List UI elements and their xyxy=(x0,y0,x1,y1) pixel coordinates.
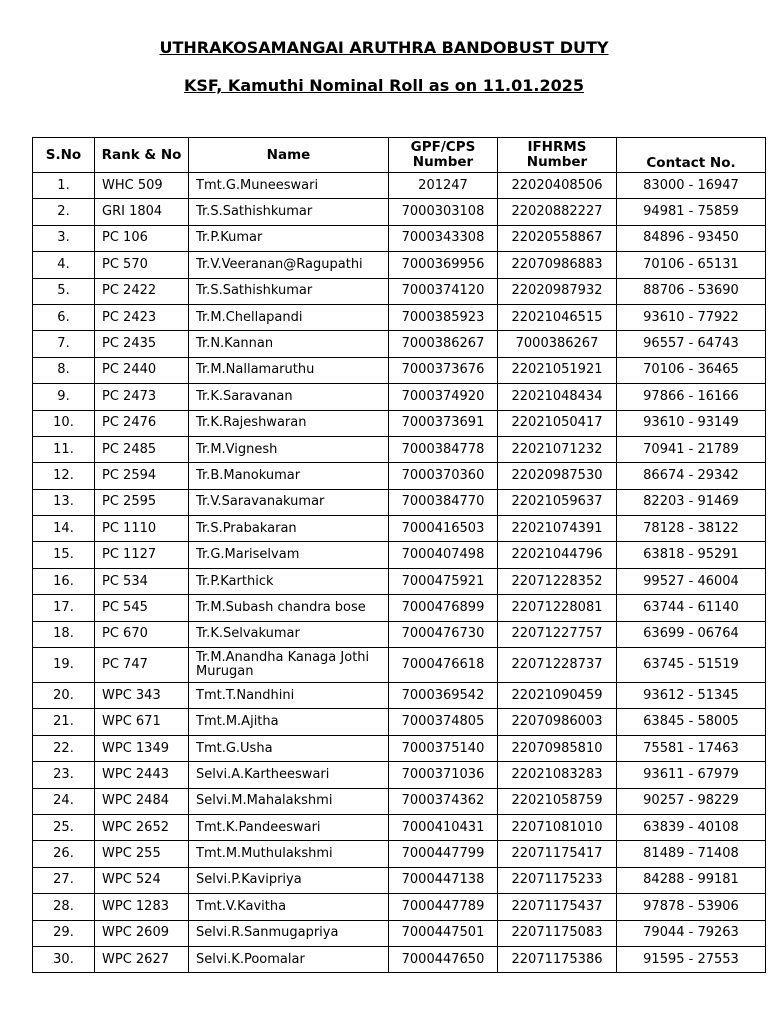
cell-contact: 99527 - 46004 xyxy=(617,568,766,594)
cell-gpf: 7000447501 xyxy=(389,920,498,946)
cell-rank: WHC 509 xyxy=(95,173,189,199)
cell-ifhrms: 22021059637 xyxy=(498,489,617,515)
cell-rank: WPC 2484 xyxy=(95,788,189,814)
cell-rank: PC 2594 xyxy=(95,463,189,489)
cell-gpf: 7000374362 xyxy=(389,788,498,814)
cell-sno: 11. xyxy=(33,436,95,462)
cell-ifhrms: 22071227757 xyxy=(498,621,617,647)
cell-name: Tmt.V.Kavitha xyxy=(189,894,389,920)
cell-sno: 1. xyxy=(33,173,95,199)
cell-sno: 9. xyxy=(33,384,95,410)
cell-name: Tr.S.Sathishkumar xyxy=(189,278,389,304)
cell-gpf: 7000373691 xyxy=(389,410,498,436)
cell-sno: 26. xyxy=(33,841,95,867)
cell-ifhrms: 22020987530 xyxy=(498,463,617,489)
table-row xyxy=(33,489,766,515)
cell-rank: PC 2440 xyxy=(95,357,189,383)
cell-name: Tr.P.Karthick xyxy=(189,568,389,594)
cell-name: Tmt.T.Nandhini xyxy=(189,683,389,709)
cell-rank: PC 2435 xyxy=(95,331,189,357)
cell-name: Tr.M.Nallamaruthu xyxy=(189,357,389,383)
cell-sno: 23. xyxy=(33,762,95,788)
cell-sno: 20. xyxy=(33,683,95,709)
document-subtitle: KSF, Kamuthi Nominal Roll as on 11.01.2025 xyxy=(184,76,584,95)
cell-gpf: 7000370360 xyxy=(389,463,498,489)
table-row xyxy=(33,894,766,920)
table-row xyxy=(33,709,766,735)
cell-gpf: 7000407498 xyxy=(389,542,498,568)
document-title: UTHRAKOSAMANGAI ARUTHRA BANDOBUST DUTY xyxy=(159,38,609,57)
cell-rank: PC 534 xyxy=(95,568,189,594)
cell-ifhrms: 22071175233 xyxy=(498,867,617,893)
cell-gpf: 7000447789 xyxy=(389,894,498,920)
cell-contact: 63839 - 40108 xyxy=(617,814,766,840)
cell-gpf: 7000369956 xyxy=(389,252,498,278)
cell-contact: 63845 - 58005 xyxy=(617,709,766,735)
cell-gpf: 7000384778 xyxy=(389,436,498,462)
cell-contact: 63699 - 06764 xyxy=(617,621,766,647)
cell-contact: 90257 - 98229 xyxy=(617,788,766,814)
cell-gpf: 7000447650 xyxy=(389,946,498,972)
cell-name: Selvi.K.Poomalar xyxy=(189,946,389,972)
cell-ifhrms: 22021050417 xyxy=(498,410,617,436)
cell-sno: 28. xyxy=(33,894,95,920)
cell-sno: 4. xyxy=(33,252,95,278)
cell-sno: 27. xyxy=(33,867,95,893)
cell-rank: PC 747 xyxy=(95,648,189,683)
cell-ifhrms: 22071228737 xyxy=(498,648,617,683)
cell-contact: 97878 - 53906 xyxy=(617,894,766,920)
nominal-roll-table xyxy=(32,137,766,973)
cell-gpf: 7000375140 xyxy=(389,735,498,761)
cell-gpf: 7000447799 xyxy=(389,841,498,867)
cell-ifhrms: 22021048434 xyxy=(498,384,617,410)
cell-rank: PC 545 xyxy=(95,595,189,621)
cell-rank: WPC 343 xyxy=(95,683,189,709)
header-name: Name xyxy=(189,138,389,173)
cell-ifhrms: 22020558867 xyxy=(498,225,617,251)
cell-sno: 16. xyxy=(33,568,95,594)
cell-ifhrms: 22020987932 xyxy=(498,278,617,304)
cell-ifhrms: 22070985810 xyxy=(498,735,617,761)
cell-ifhrms: 22021046515 xyxy=(498,304,617,330)
cell-contact: 84896 - 93450 xyxy=(617,225,766,251)
cell-sno: 10. xyxy=(33,410,95,436)
cell-sno: 22. xyxy=(33,735,95,761)
cell-sno: 5. xyxy=(33,278,95,304)
cell-contact: 79044 - 79263 xyxy=(617,920,766,946)
cell-sno: 7. xyxy=(33,331,95,357)
table-row xyxy=(33,304,766,330)
cell-rank: WPC 255 xyxy=(95,841,189,867)
cell-ifhrms: 22021090459 xyxy=(498,683,617,709)
header-gpf xyxy=(389,138,498,173)
table-row xyxy=(33,410,766,436)
cell-rank: WPC 2627 xyxy=(95,946,189,972)
cell-name: Tmt.M.Muthulakshmi xyxy=(189,841,389,867)
cell-ifhrms: 22071175417 xyxy=(498,841,617,867)
table-row xyxy=(33,384,766,410)
table-row xyxy=(33,788,766,814)
header-rank: Rank & No xyxy=(95,138,189,173)
cell-rank: WPC 1283 xyxy=(95,894,189,920)
cell-name: Tr.K.Saravanan xyxy=(189,384,389,410)
cell-gpf: 7000374805 xyxy=(389,709,498,735)
cell-gpf: 7000386267 xyxy=(389,331,498,357)
cell-ifhrms: 22021083283 xyxy=(498,762,617,788)
cell-rank: PC 670 xyxy=(95,621,189,647)
table-row xyxy=(33,252,766,278)
cell-gpf: 7000343308 xyxy=(389,225,498,251)
table-row xyxy=(33,946,766,972)
cell-ifhrms: 22021058759 xyxy=(498,788,617,814)
cell-name: Tr.V.Saravanakumar xyxy=(189,489,389,515)
cell-gpf: 7000416503 xyxy=(389,516,498,542)
cell-sno: 14. xyxy=(33,516,95,542)
cell-contact: 63818 - 95291 xyxy=(617,542,766,568)
table-row xyxy=(33,568,766,594)
cell-gpf: 7000410431 xyxy=(389,814,498,840)
cell-contact: 93611 - 67979 xyxy=(617,762,766,788)
cell-contact: 63745 - 51519 xyxy=(617,648,766,683)
table-row xyxy=(33,463,766,489)
cell-name: Tr.M.Vignesh xyxy=(189,436,389,462)
cell-ifhrms: 22021051921 xyxy=(498,357,617,383)
cell-gpf: 7000384770 xyxy=(389,489,498,515)
cell-gpf: 7000385923 xyxy=(389,304,498,330)
cell-contact: 91595 - 27553 xyxy=(617,946,766,972)
table-row xyxy=(33,920,766,946)
cell-name: Tmt.G.Usha xyxy=(189,735,389,761)
cell-contact: 75581 - 17463 xyxy=(617,735,766,761)
cell-gpf: 7000447138 xyxy=(389,867,498,893)
cell-gpf: 7000475921 xyxy=(389,568,498,594)
cell-ifhrms: 7000386267 xyxy=(498,331,617,357)
cell-rank: WPC 671 xyxy=(95,709,189,735)
cell-name: Tr.G.Mariselvam xyxy=(189,542,389,568)
cell-contact: 93610 - 77922 xyxy=(617,304,766,330)
table-row xyxy=(33,762,766,788)
cell-contact: 81489 - 71408 xyxy=(617,841,766,867)
cell-rank: WPC 2443 xyxy=(95,762,189,788)
cell-gpf: 7000371036 xyxy=(389,762,498,788)
cell-rank: GRI 1804 xyxy=(95,199,189,225)
cell-rank: PC 2485 xyxy=(95,436,189,462)
table-row xyxy=(33,814,766,840)
table-header-row xyxy=(33,138,766,173)
cell-contact: 93612 - 51345 xyxy=(617,683,766,709)
cell-contact: 70106 - 36465 xyxy=(617,357,766,383)
cell-name: Tmt.M.Ajitha xyxy=(189,709,389,735)
cell-rank: PC 2476 xyxy=(95,410,189,436)
cell-gpf: 7000303108 xyxy=(389,199,498,225)
cell-gpf: 7000374920 xyxy=(389,384,498,410)
cell-ifhrms: 22021071232 xyxy=(498,436,617,462)
cell-gpf: 7000369542 xyxy=(389,683,498,709)
cell-rank: WPC 524 xyxy=(95,867,189,893)
cell-name: Tmt.G.Muneeswari xyxy=(189,173,389,199)
table-row xyxy=(33,199,766,225)
cell-contact: 94981 - 75859 xyxy=(617,199,766,225)
cell-sno: 13. xyxy=(33,489,95,515)
cell-contact: 84288 - 99181 xyxy=(617,867,766,893)
cell-name: Tr.M.Subash chandra bose xyxy=(189,595,389,621)
table-body xyxy=(33,173,766,973)
cell-gpf: 7000476899 xyxy=(389,595,498,621)
cell-name: Tr.P.Kumar xyxy=(189,225,389,251)
table-row xyxy=(33,867,766,893)
cell-name: Tr.K.Selvakumar xyxy=(189,621,389,647)
table-row xyxy=(33,621,766,647)
cell-name: Tr.M.Chellapandi xyxy=(189,304,389,330)
cell-sno: 24. xyxy=(33,788,95,814)
cell-gpf: 7000373676 xyxy=(389,357,498,383)
cell-name: Selvi.R.Sanmugapriya xyxy=(189,920,389,946)
table-row xyxy=(33,331,766,357)
cell-rank: PC 1110 xyxy=(95,516,189,542)
table-row xyxy=(33,173,766,199)
cell-contact: 78128 - 38122 xyxy=(617,516,766,542)
cell-name: Tr.M.Anandha Kanaga Jothi Murugan xyxy=(189,648,389,683)
cell-gpf: 201247 xyxy=(389,173,498,199)
table-row xyxy=(33,595,766,621)
cell-name: Tr.S.Prabakaran xyxy=(189,516,389,542)
cell-rank: PC 2473 xyxy=(95,384,189,410)
cell-gpf: 7000476730 xyxy=(389,621,498,647)
table-row xyxy=(33,278,766,304)
table-row xyxy=(33,436,766,462)
cell-ifhrms: 22070986883 xyxy=(498,252,617,278)
cell-sno: 29. xyxy=(33,920,95,946)
cell-sno: 19. xyxy=(33,648,95,683)
cell-sno: 6. xyxy=(33,304,95,330)
header-ifhrms xyxy=(498,138,617,173)
table-row xyxy=(33,683,766,709)
cell-sno: 18. xyxy=(33,621,95,647)
cell-ifhrms: 22071228081 xyxy=(498,595,617,621)
cell-gpf: 7000476618 xyxy=(389,648,498,683)
cell-rank: PC 2422 xyxy=(95,278,189,304)
cell-contact: 70106 - 65131 xyxy=(617,252,766,278)
table-row xyxy=(33,542,766,568)
cell-rank: PC 2595 xyxy=(95,489,189,515)
cell-ifhrms: 22021044796 xyxy=(498,542,617,568)
cell-name: Selvi.A.Kartheeswari xyxy=(189,762,389,788)
header-gpf-label: GPF/CPS Number xyxy=(410,139,476,170)
cell-gpf: 7000374120 xyxy=(389,278,498,304)
table-row xyxy=(33,357,766,383)
cell-sno: 3. xyxy=(33,225,95,251)
cell-name: Selvi.P.Kavipriya xyxy=(189,867,389,893)
header-sno: S.No xyxy=(33,138,95,173)
cell-contact: 86674 - 29342 xyxy=(617,463,766,489)
cell-rank: WPC 1349 xyxy=(95,735,189,761)
cell-contact: 63744 - 61140 xyxy=(617,595,766,621)
cell-name: Tr.K.Rajeshwaran xyxy=(189,410,389,436)
cell-sno: 8. xyxy=(33,357,95,383)
cell-ifhrms: 22021074391 xyxy=(498,516,617,542)
cell-ifhrms: 22071175083 xyxy=(498,920,617,946)
cell-sno: 2. xyxy=(33,199,95,225)
cell-ifhrms: 22020882227 xyxy=(498,199,617,225)
cell-sno: 12. xyxy=(33,463,95,489)
cell-name: Tr.V.Veeranan@Ragupathi xyxy=(189,252,389,278)
cell-contact: 82203 - 91469 xyxy=(617,489,766,515)
table-row xyxy=(33,841,766,867)
cell-contact: 88706 - 53690 xyxy=(617,278,766,304)
cell-ifhrms: 22071081010 xyxy=(498,814,617,840)
cell-sno: 30. xyxy=(33,946,95,972)
header-ifhrms-label: IFHRMS Number xyxy=(526,139,588,170)
header-contact: Contact No. xyxy=(617,138,766,173)
cell-name: Tr.B.Manokumar xyxy=(189,463,389,489)
cell-ifhrms: 22020408506 xyxy=(498,173,617,199)
cell-rank: PC 2423 xyxy=(95,304,189,330)
cell-rank: PC 1127 xyxy=(95,542,189,568)
cell-rank: WPC 2652 xyxy=(95,814,189,840)
cell-name: Tmt.K.Pandeeswari xyxy=(189,814,389,840)
cell-ifhrms: 22071228352 xyxy=(498,568,617,594)
cell-ifhrms: 22071175386 xyxy=(498,946,617,972)
cell-ifhrms: 22070986003 xyxy=(498,709,617,735)
cell-sno: 17. xyxy=(33,595,95,621)
cell-name: Tr.S.Sathishkumar xyxy=(189,199,389,225)
cell-ifhrms: 22071175437 xyxy=(498,894,617,920)
cell-rank: PC 106 xyxy=(95,225,189,251)
cell-contact: 93610 - 93149 xyxy=(617,410,766,436)
cell-contact: 70941 - 21789 xyxy=(617,436,766,462)
cell-name: Selvi.M.Mahalakshmi xyxy=(189,788,389,814)
cell-rank: WPC 2609 xyxy=(95,920,189,946)
table-row xyxy=(33,648,766,683)
cell-rank: PC 570 xyxy=(95,252,189,278)
table-row xyxy=(33,516,766,542)
cell-sno: 15. xyxy=(33,542,95,568)
cell-contact: 83000 - 16947 xyxy=(617,173,766,199)
cell-sno: 21. xyxy=(33,709,95,735)
cell-sno: 25. xyxy=(33,814,95,840)
table-row xyxy=(33,225,766,251)
cell-name: Tr.N.Kannan xyxy=(189,331,389,357)
cell-contact: 96557 - 64743 xyxy=(617,331,766,357)
cell-contact: 97866 - 16166 xyxy=(617,384,766,410)
table-row xyxy=(33,735,766,761)
